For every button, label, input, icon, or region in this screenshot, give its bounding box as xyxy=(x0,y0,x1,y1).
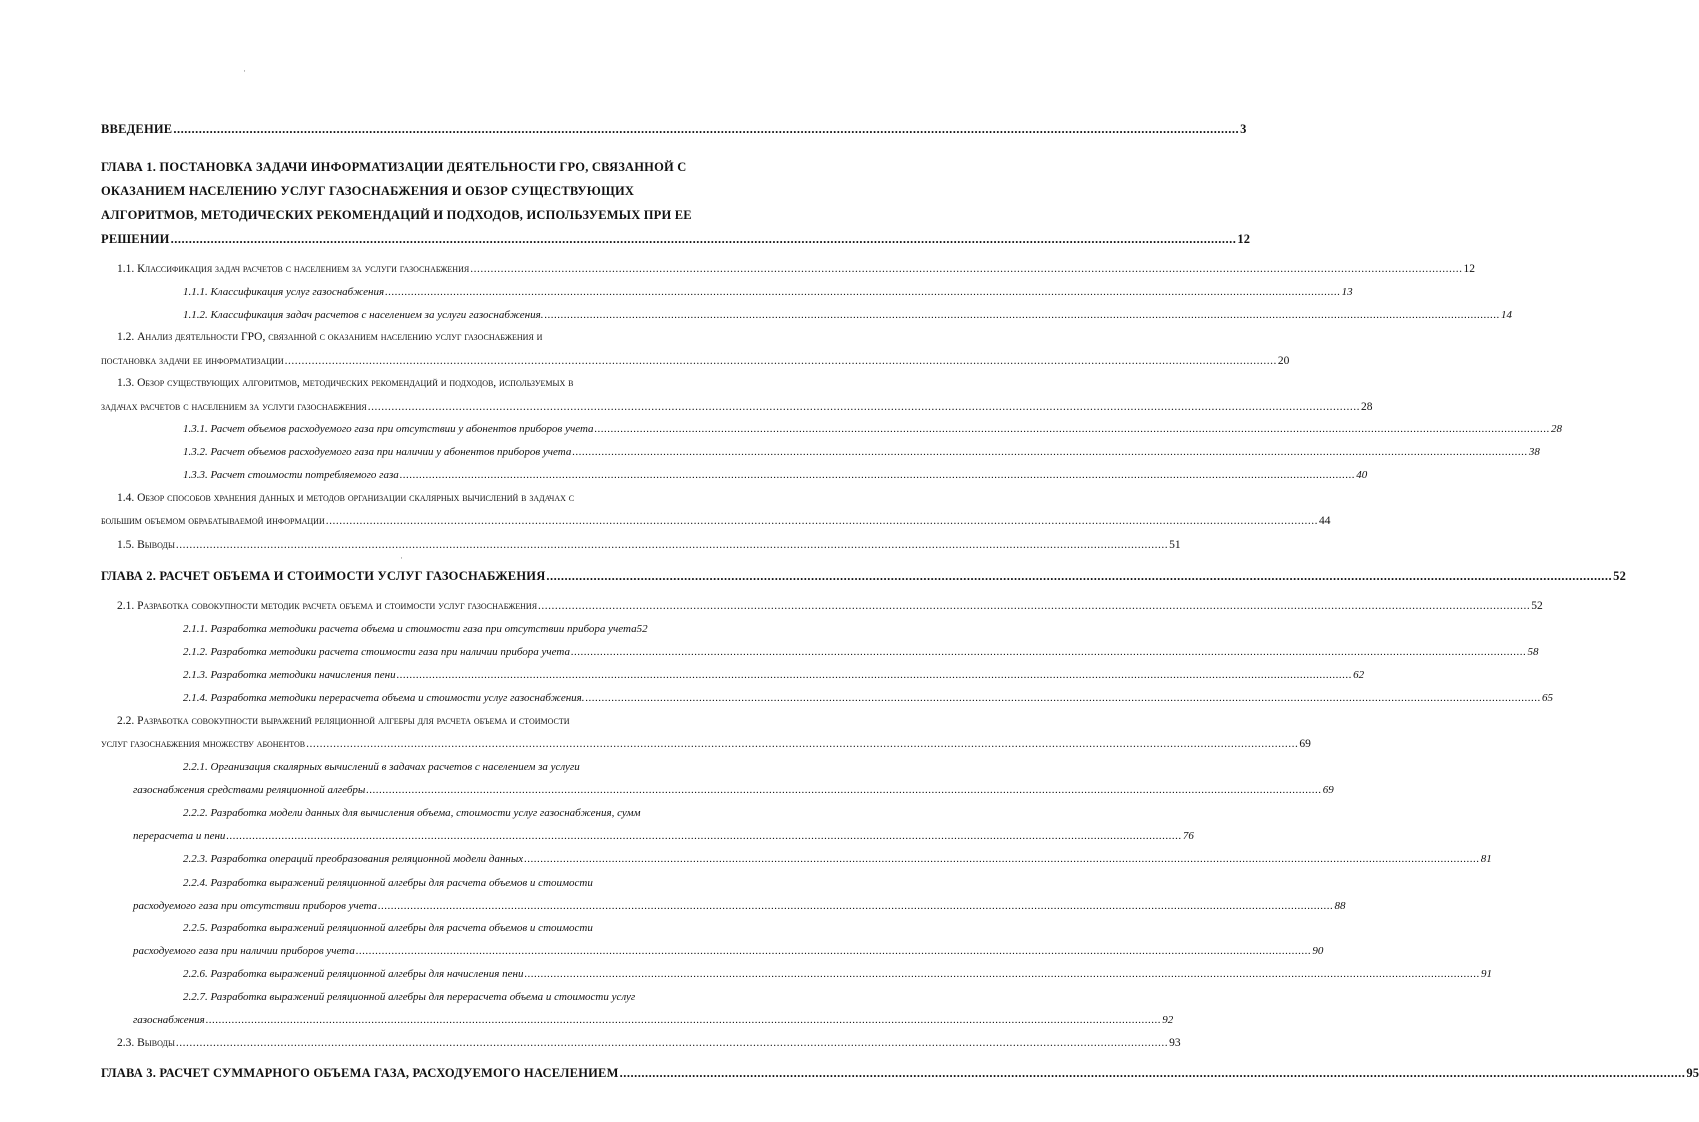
leader-dots xyxy=(572,445,1528,459)
toc-entry-title-line: услуг газоснабжения множеству абонентов xyxy=(101,738,306,750)
leader-dots xyxy=(538,599,1530,613)
toc-entry-title-line: газоснабжения xyxy=(133,1014,205,1026)
toc-entry-title-line: постановка задачи ее информатизации xyxy=(101,355,284,367)
leader-dots xyxy=(524,852,1480,866)
page-number: 93 xyxy=(1169,1037,1181,1049)
toc-entry-title: 1.3.2. Расчет объемов расходуемого газа при наличии у абонентов приборов учета xyxy=(183,446,572,458)
toc-entry-title-line: 2.2. Разработка совокупности выражений реляционной алгебры для расчета объема и стоимости xyxy=(117,715,570,727)
scan-speck: · xyxy=(243,66,246,76)
toc-entry-title: 2.1.2. Разработка методики расчета стоимости газа при наличии прибора учета xyxy=(183,646,570,658)
leader-dots xyxy=(226,829,1182,843)
leader-dots xyxy=(171,232,1237,246)
leader-dots xyxy=(176,1036,1168,1050)
toc-entry-title: 2.3. Выводы xyxy=(117,1037,175,1049)
leader-dots xyxy=(546,569,1612,583)
page-number: 12 xyxy=(1463,263,1475,275)
toc-entry-title: 2.1.3. Разработка методики начисления пени xyxy=(183,669,396,681)
toc-entry-title-line: 2.2.2. Разработка модели данных для вычисления объема, стоимости услуг газоснабжения, сумм xyxy=(183,807,641,819)
page-number: 95 xyxy=(1686,1066,1699,1080)
page-number: 69 xyxy=(1299,738,1311,750)
toc-entry-title: 1.1.2. Классификация задач расчетов с населением за услуги газоснабжения. xyxy=(183,309,544,321)
page-number: 69 xyxy=(1322,784,1334,796)
page-number: 52 xyxy=(636,623,648,635)
page-number: 3 xyxy=(1240,122,1247,136)
toc-entry-title-line: большим объемом обрабатываемой информации xyxy=(101,515,325,527)
toc-entry-title: 1.3.3. Расчет стоимости потребляемого газа xyxy=(183,469,399,481)
scan-speck: · xyxy=(400,553,403,563)
leader-dots xyxy=(378,899,1334,913)
page-number: 88 xyxy=(1334,900,1346,912)
leader-dots xyxy=(306,737,1298,751)
leader-dots xyxy=(620,1066,1686,1080)
page-number: 38 xyxy=(1528,446,1540,458)
toc-entry-title-line: 1.4. Обзор способов хранения данных и методов организации скалярных вычислений в задачах с xyxy=(117,492,575,504)
leader-dots xyxy=(545,308,1501,322)
toc-entry-title: 1.1.1. Классификация услуг газоснабжения xyxy=(183,286,385,298)
page-number: 52 xyxy=(1531,600,1543,612)
toc-entry-title: 1.5. Выводы xyxy=(117,539,175,551)
leader-dots xyxy=(176,538,1168,552)
leader-dots xyxy=(586,691,1542,705)
leader-dots xyxy=(524,967,1480,981)
toc-entry-title: 2.2.6. Разработка выражений реляционной алгебры для начисления пени xyxy=(183,968,524,980)
toc-entry-title-line: газоснабжения средствами реляционной алгебры xyxy=(133,784,366,796)
toc-entry-title-line: расходуемого газа при наличии приборов учета xyxy=(133,945,355,957)
page-number: 92 xyxy=(1162,1014,1174,1026)
leader-dots xyxy=(470,262,1462,276)
toc-entry-title-line: 1.3. Обзор существующих алгоритмов, методических рекомендаций и подходов, используемых в xyxy=(117,377,574,389)
toc-entry-title-line: задачах расчетов с населением за услуги газоснабжения xyxy=(101,401,367,413)
page-number: 28 xyxy=(1360,401,1373,413)
toc-entry-title-line: 2.2.7. Разработка выражений реляционной алгебры для перерасчета объема и стоимости услуг xyxy=(183,991,636,1003)
leader-dots xyxy=(356,944,1312,958)
leader-dots xyxy=(206,1013,1162,1027)
page-number: 13 xyxy=(1341,286,1353,298)
page-number: 51 xyxy=(1169,539,1181,551)
page-number: 65 xyxy=(1542,692,1554,704)
toc-entry-title: ВВЕДЕНИЕ xyxy=(101,122,173,136)
page-number: 12 xyxy=(1237,232,1251,246)
toc-entry-title-line: 2.2.1. Организация скалярных вычислений в задачах расчетов с населением за услуги xyxy=(183,761,580,773)
page-number: 40 xyxy=(1356,469,1368,481)
toc-entry-title-line: 2.2.5. Разработка выражений реляционной алгебры для расчета объемов и стоимости xyxy=(183,922,593,934)
toc-entry-title-line: 2.2.4. Разработка выражений реляционной алгебры для расчета объемов и стоимости xyxy=(183,877,593,889)
page-number: 81 xyxy=(1480,853,1492,865)
leader-dots xyxy=(571,645,1527,659)
leader-dots xyxy=(595,422,1551,436)
page-number: 76 xyxy=(1182,830,1194,842)
page-number: 91 xyxy=(1480,968,1492,980)
toc-entry-title: 2.1. Разработка совокупности методик расчета объема и стоимости услуг газоснабжения xyxy=(117,600,538,612)
toc-entry-title-line: ГЛАВА 1. ПОСТАНОВКА ЗАДАЧИ ИНФОРМАТИЗАЦИИ ДЕЯТЕЛЬНОСТИ ГРО, СВЯЗАННОЙ С xyxy=(101,160,687,174)
toc-entry-title-line: ОКАЗАНИЕМ НАСЕЛЕНИЮ УСЛУГ ГАЗОСНАБЖЕНИЯ И ОБЗОР СУЩЕСТВУЮЩИХ xyxy=(101,184,635,198)
page-number: 44 xyxy=(1318,515,1331,527)
toc-entry-title: 2.1.4. Разработка методики перерасчета объема и стоимости услуг газоснабжения. xyxy=(183,692,585,704)
toc-entry-title: 2.2.3. Разработка операций преобразования реляционной модели данных xyxy=(183,853,524,865)
page-number: 58 xyxy=(1527,646,1539,658)
leader-dots xyxy=(397,668,1353,682)
page-number: 52 xyxy=(1613,569,1627,583)
toc-entry-title-line: перерасчета и пени xyxy=(133,830,226,842)
page-number: 62 xyxy=(1353,669,1365,681)
toc-entry-title-line: РЕШЕНИИ xyxy=(101,232,170,246)
leader-dots xyxy=(366,783,1322,797)
page-number: 20 xyxy=(1277,355,1290,367)
toc-entry-title-line: расходуемого газа при отсутствии приборов учета xyxy=(133,900,378,912)
toc-entry-title: ГЛАВА 2. РАСЧЕТ ОБЪЕМА И СТОИМОСТИ УСЛУГ ГАЗОСНАБЖЕНИЯ xyxy=(101,569,546,583)
toc-entry-title: 1.1. Классификация задач расчетов с населением за услуги газоснабжения xyxy=(117,263,470,275)
page-number: 14 xyxy=(1501,309,1513,321)
page-number: 90 xyxy=(1312,945,1324,957)
page-number: 28 xyxy=(1551,423,1563,435)
leader-dots xyxy=(400,468,1356,482)
leader-dots xyxy=(285,354,1277,368)
leader-dots xyxy=(173,122,1239,136)
leader-dots xyxy=(326,514,1318,528)
toc-entry-title: ГЛАВА 3. РАСЧЕТ СУММАРНОГО ОБЪЕМА ГАЗА, РАСХОДУЕМОГО НАСЕЛЕНИЕМ xyxy=(101,1066,619,1080)
toc-entry-title: 2.1.1. Разработка методики расчета объема и стоимости газа при отсутствии прибора учета xyxy=(183,623,637,635)
leader-dots xyxy=(385,285,1341,299)
toc-entry-title: 1.3.1. Расчет объемов расходуемого газа при отсутствии у абонентов приборов учета xyxy=(183,423,594,435)
toc-entry-title-line: АЛГОРИТМОВ, МЕТОДИЧЕСКИХ РЕКОМЕНДАЦИЙ И ПОДХОДОВ, ИСПОЛЬЗУЕМЫХ ПРИ ЕЕ xyxy=(101,208,692,222)
toc-entry-title-line: 1.2. Анализ деятельности ГРО, связанной с оказанием населению услуг газоснабжения и xyxy=(117,331,543,343)
leader-dots xyxy=(368,400,1360,414)
